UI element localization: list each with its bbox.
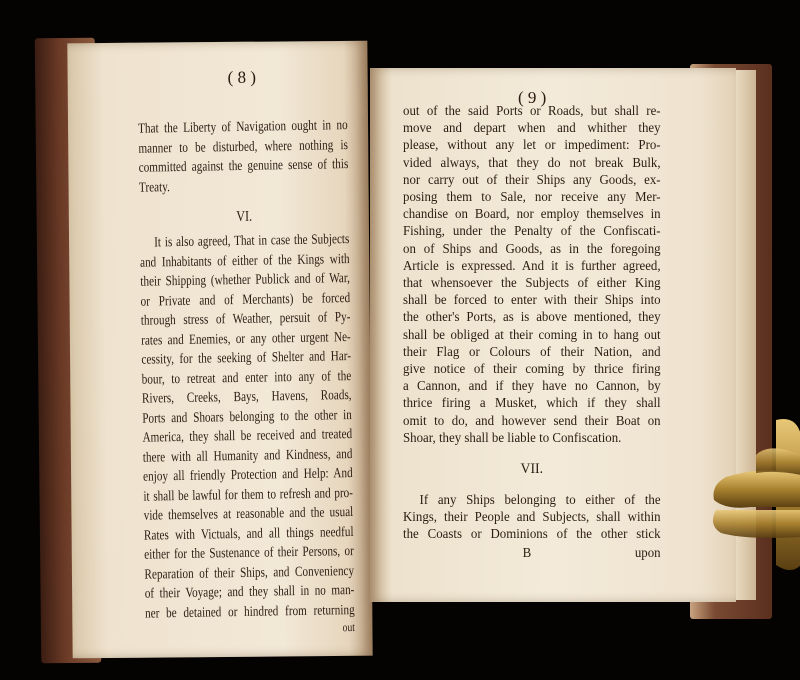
text-line: America, they shall be received and treated <box>142 427 353 446</box>
text-line: Article is expressed. And it is further agreed, <box>403 258 661 274</box>
text-line: of their Voyage; and they shall in no man- <box>144 582 355 602</box>
text-line: bour, to retreat and enter into any of the <box>141 368 352 388</box>
text-line: It is also agreed, That in case the Subjects <box>154 232 350 251</box>
catchword: out <box>342 619 355 635</box>
text-line: a Cannon, and if they have no Cannon, by <box>403 379 661 395</box>
text-line: posing them to Sale, nor receive any Mer- <box>403 190 661 206</box>
text-line: vided always, that they do not break Bulk, <box>403 155 661 171</box>
page-footer <box>403 544 661 564</box>
article-heading: VII. <box>520 461 544 478</box>
page-number: ( 8 ) <box>227 67 257 87</box>
left-page-text <box>138 116 355 638</box>
text-line: the other's Ports, as is above mentioned, they <box>403 310 661 326</box>
text-line: through stress of Weather, persuit of Py- <box>140 310 351 329</box>
text-line: nor carry out of their Ships any Goods, ex- <box>403 172 661 188</box>
text-line: it shall be lawful for them to refresh and pro- <box>143 485 354 505</box>
text-line: or Private and of Merchants) be forced <box>140 290 351 310</box>
brass-book-clip <box>706 415 800 575</box>
text-line: there with all Humanity and Kindness, and <box>142 446 353 466</box>
text-line: Rivers, Creeks, Bays, Havens, Roads, <box>141 388 352 407</box>
text-line: committed against the genuine sense of this <box>138 157 349 176</box>
text-line: If any Ships belonging to either of the <box>419 493 661 509</box>
text-line: Fishing, under the Penalty of the Confiscati- <box>403 224 661 240</box>
text-line: omit to do, and however send their Boat on <box>403 413 661 429</box>
text-line: on of Ships and Goods, as in the foregoing <box>403 241 661 257</box>
text-line: and Inhabitants of either of the Kings with <box>139 251 350 271</box>
text-line: that whensoever the Subjects of either King <box>403 276 661 292</box>
signature-mark: B <box>522 545 532 561</box>
text-line: Treaty. <box>138 179 170 196</box>
text-line: chandise on Board, nor employ themselves in <box>403 207 661 223</box>
text-line: enjoy all friendly Protection and Help: And <box>143 466 353 485</box>
page-number: ( 9 ) <box>518 88 547 107</box>
catchword: upon <box>634 545 661 561</box>
left-page <box>67 41 372 659</box>
text-line: shall be obliged at their coming in to hang out <box>403 327 661 343</box>
text-line: move and depart when and whither they <box>403 121 661 137</box>
text-line: vide themselves at reasonable and the usual <box>143 505 354 524</box>
text-line: either for the Sustenance of their Persons, or <box>144 544 354 563</box>
text-line: Ports and Shoars belonging to the other in <box>142 407 352 427</box>
text-line: the Coasts or Dominions of the other stick <box>403 527 661 543</box>
text-line: Shoar, they shall be liable to Confiscation. <box>403 430 622 446</box>
text-line: rates and Enemies, or any other urgent Ne- <box>141 329 351 349</box>
article-heading: VI. <box>236 208 253 226</box>
text-line: Kings, their People and Subjects, shall within <box>403 510 661 526</box>
text-line: cessity, for the seeking of Shelter and Har- <box>141 349 352 368</box>
text-line: their Flag or Colours of their Nation, and <box>403 344 661 360</box>
text-line: thrice firing a Musket, which if they shall <box>403 396 661 412</box>
text-line: Rates with Victuals, and all things needful <box>143 524 354 544</box>
text-line: out of the said Ports or Roads, but shall re- <box>403 104 661 119</box>
text-line: That the Liberty of Navigation ought in no <box>138 118 348 137</box>
text-line: please, without any let or impediment: Pro- <box>403 138 661 154</box>
text-line: manner to be disturbed, where nothing is <box>138 137 349 157</box>
text-line: ner be detained or hindred from returning <box>144 602 355 622</box>
text-line: Reparation of their Ships, and Conveniency <box>144 563 355 583</box>
text-line: their Shipping (whether Publick and of War, <box>140 271 350 290</box>
right-page <box>370 68 736 602</box>
text-line: shall be forced to enter with their Ships into <box>403 293 661 309</box>
text-line: give notice of their coming by thrice firing <box>403 362 661 378</box>
right-page-text <box>403 103 661 564</box>
